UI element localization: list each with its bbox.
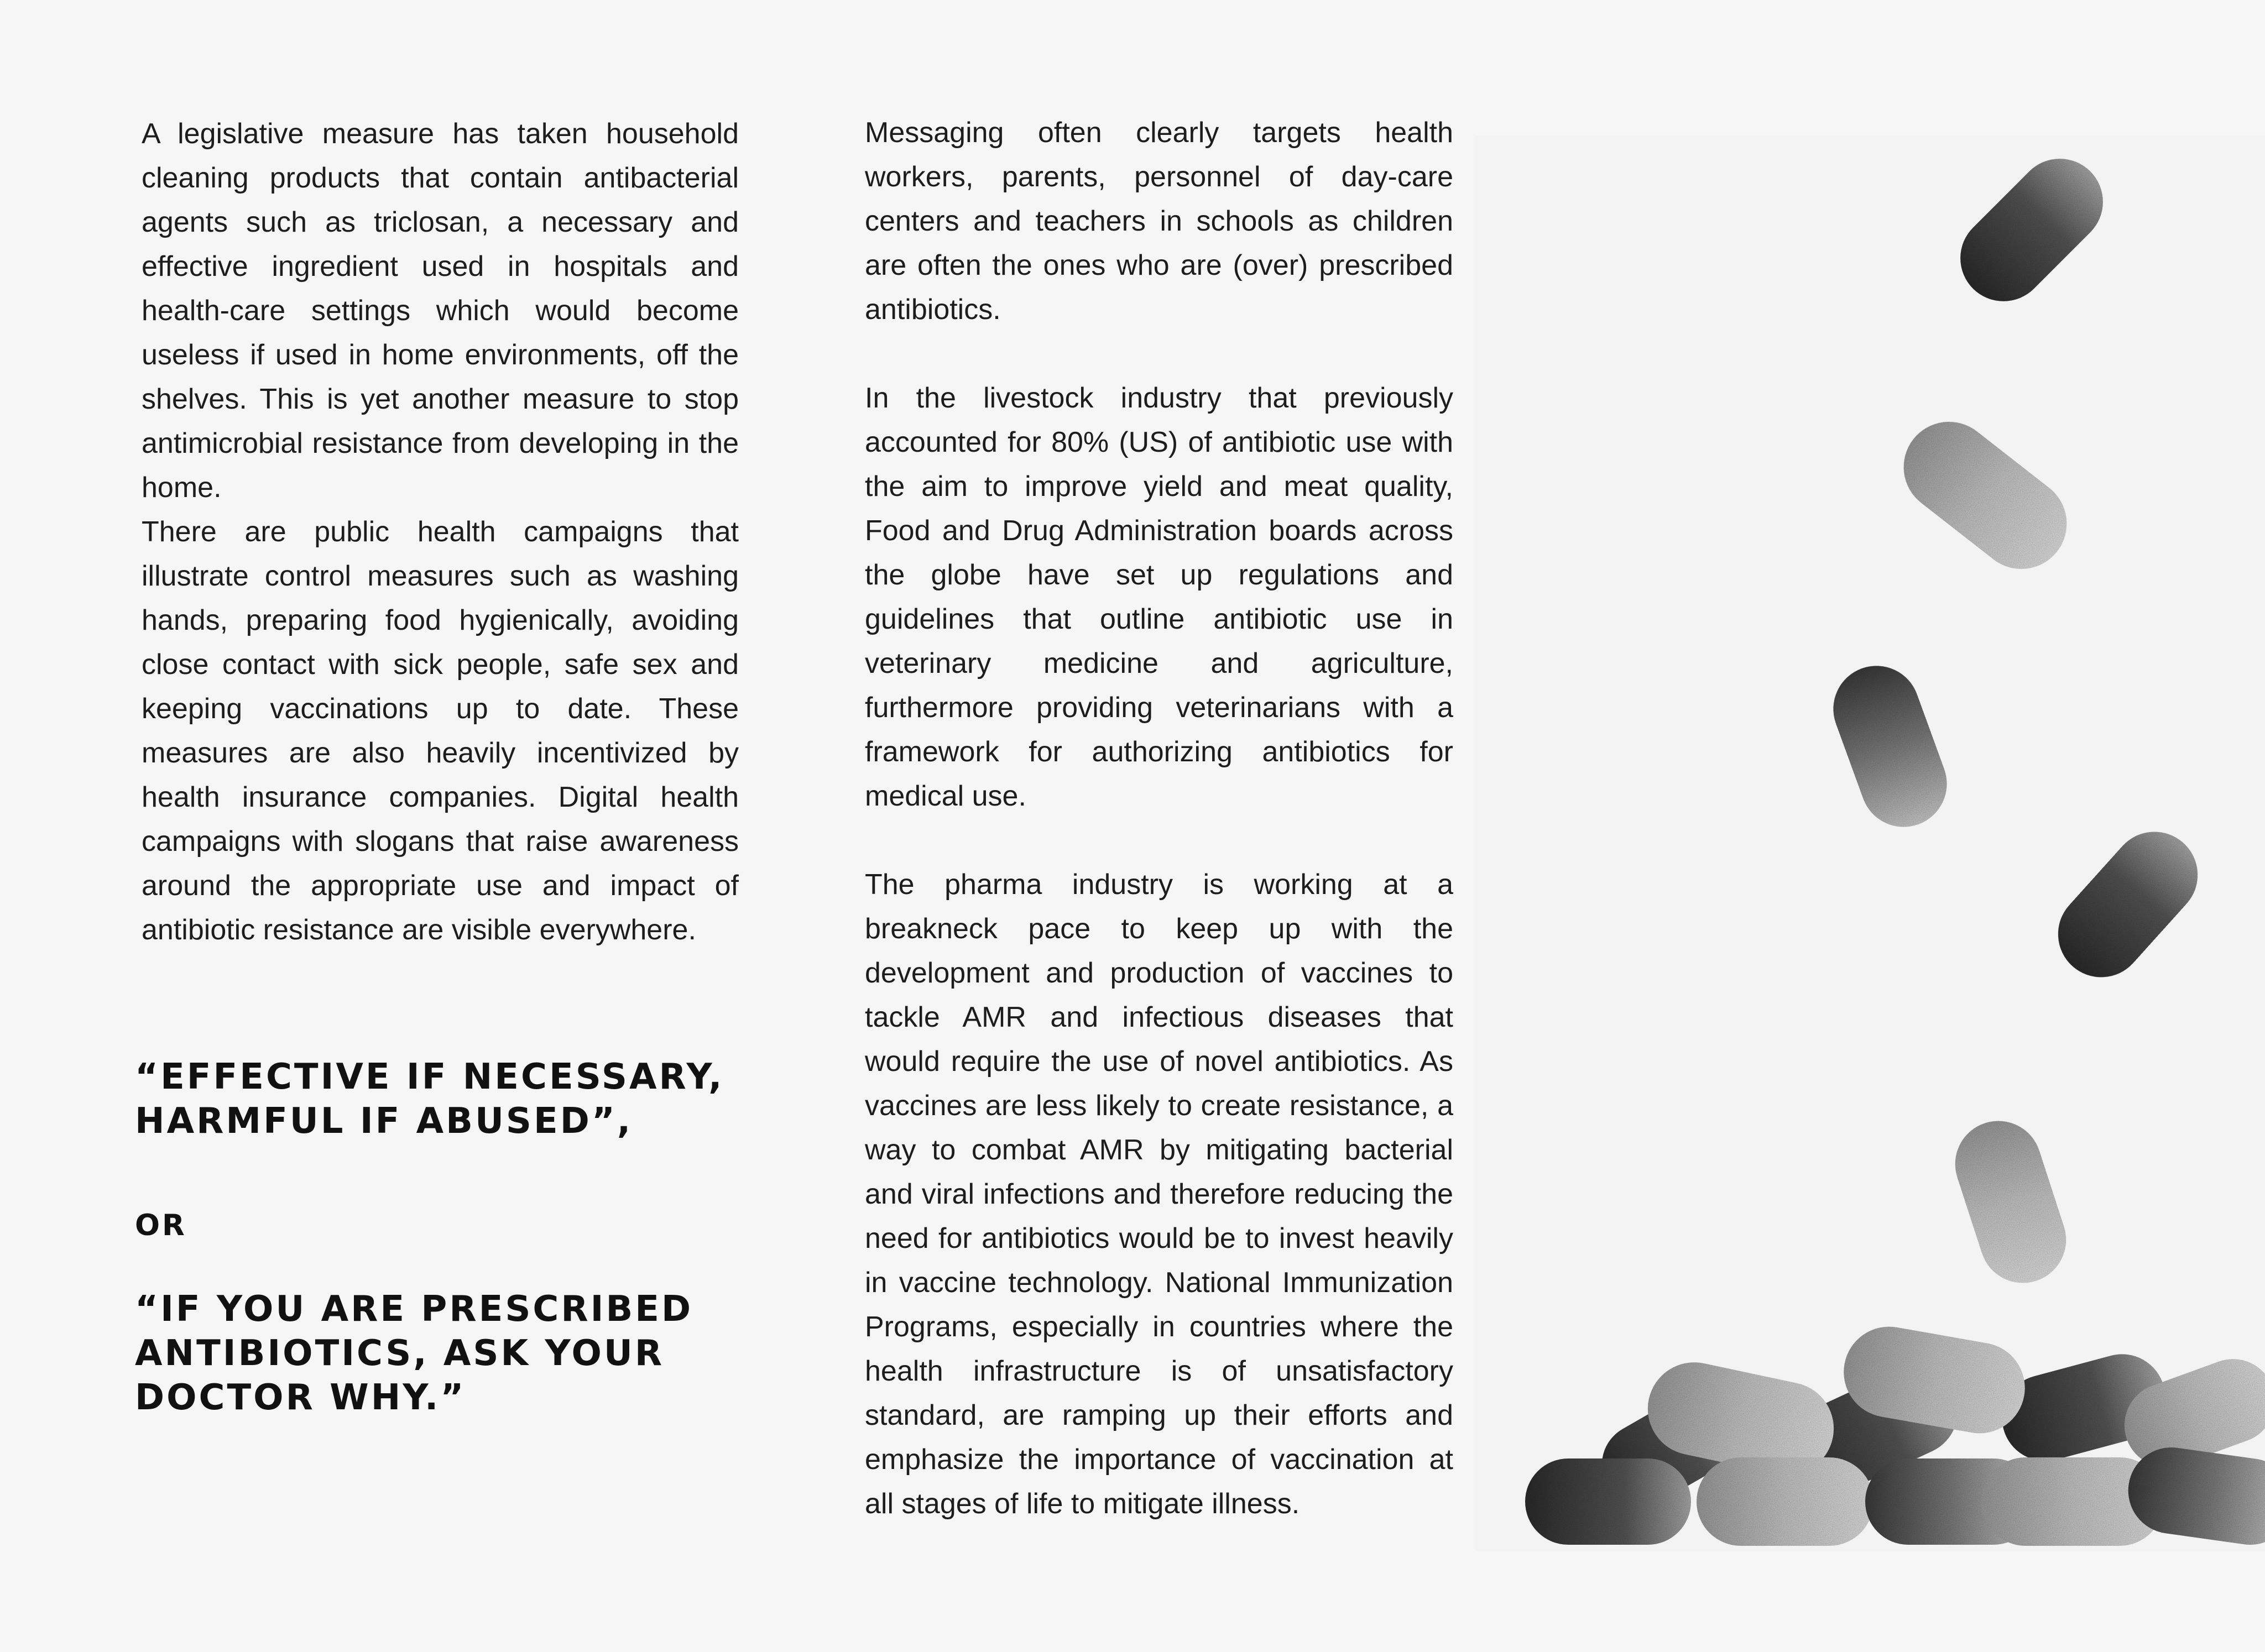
pills-illustration <box>1475 136 2265 1551</box>
slogan-2: “IF YOU ARE PRESCRIBED ANTIBIOTICS, ASK YOUR DOCTOR WHY.” <box>135 1289 693 1418</box>
middle-paragraph-2: In the livestock industry that previously accounted for 80% (US) of antibiotic use with the aim to improve yield and meat quality, Food and Drug Administration boards across the globe have set up regulations and guidelines that outline antibiotic use in veterinary medicine and agriculture, furthermore providing veterinarians with a framework for authorizing antibiotics for medical use. <box>865 382 1453 812</box>
slogan-1: “EFFECTIVE IF NECESSARY, HARMFUL IF ABUSED”, <box>135 1057 724 1142</box>
pill-pile <box>1525 1320 2265 1551</box>
left-text-column <box>142 112 739 952</box>
middle-text-column <box>865 111 1453 1526</box>
pill-1 <box>1943 141 2121 319</box>
slogan-connector: or <box>135 1196 187 1245</box>
middle-paragraph-1: Messaging often clearly targets health workers, parents, personnel of day-care centers and teachers in schools as children are often the ones who are (over) prescribed antibiotics. <box>865 117 1453 326</box>
pill-4 <box>2040 814 2216 995</box>
left-paragraph-2: There are public health campaigns that illustrate control measures such as washing hands, preparing food hygienically, avoiding close contact with sick people, safe sex and keeping vaccinations up to date. These measures are also heavily incentivized by health insurance companies. Digital health campaigns with slogans that raise awareness around the appropriate use and impact of antibiotic resistance are visible everywhere. <box>142 516 739 946</box>
pill-3 <box>1821 654 1959 839</box>
pill-5 <box>1944 1110 2077 1294</box>
pill-2 <box>1885 404 2085 587</box>
middle-paragraph-3: The pharma industry is working at a breakneck pace to keep up with the development and production of vaccines to tackle AMR and infectious diseases that would require the use of novel antibiotics. As vaccines are less likely to create resistance, a way to combat AMR by mitigating bacterial and viral infections and therefore reducing the need for antibiotics would be to invest heavily in vaccine technology. National Immunization Programs, especially in countries where the health infrastructure is of unsatisfactory standard, are ramping up their efforts and emphasize the importance of vaccination at all stages of life to mitigate illness. <box>865 869 1453 1520</box>
pills-graphic <box>1475 136 2265 1551</box>
left-paragraph-1: A legislative measure has taken household cleaning products that contain antibacterial agents such as triclosan, a necessary and effective ingredient used in hospitals and health-care settings which would become useless if used in home environments, off the shelves. This is yet another measure to stop antimicrobial resistance from developing in the home. <box>142 118 739 504</box>
campaign-slogans <box>135 1055 754 1420</box>
